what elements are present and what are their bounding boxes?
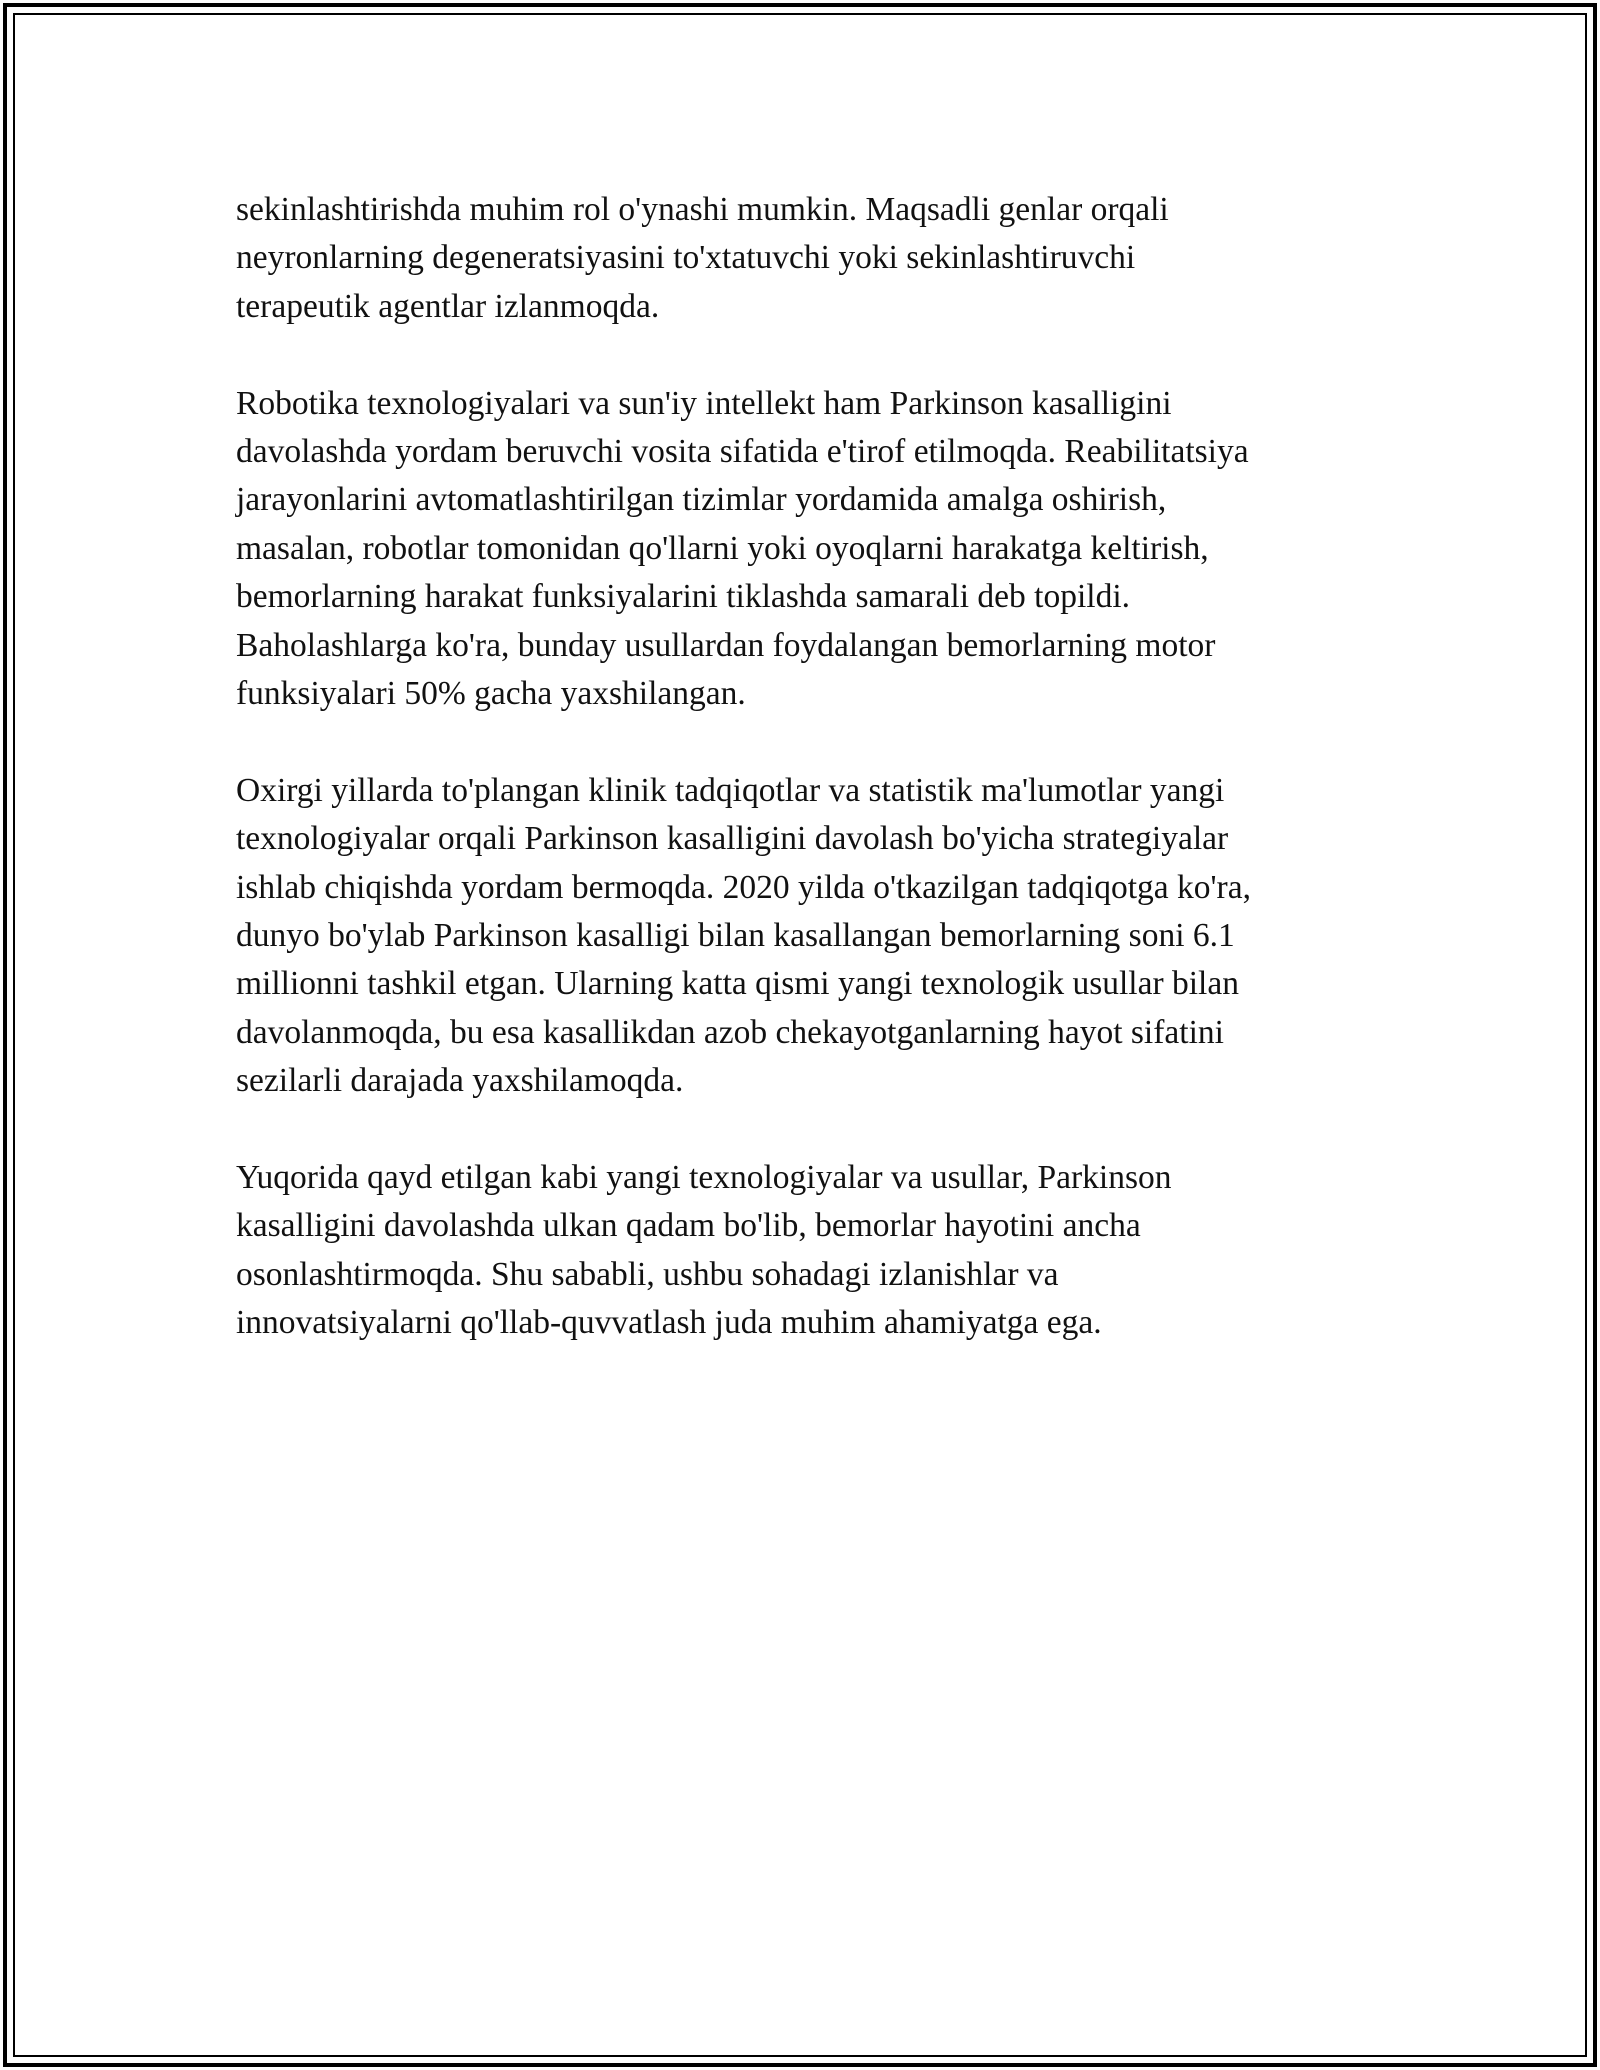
- paragraph-robotics-ai: Robotika texnologiyalari va sun'iy intellekt ham Parkinson kasalligini davolashda yordam beruvchi vosita sifatida e'tirof etilmoqda. Reabilitatsiya jarayonlarini avtomatlashtirilgan tizimlar yordamida amalga oshirish, masalan, robotlar tomonidan qo'llarni yoki oyoqlarni harakatga keltirish, bemorlarning harakat funksiyalarini tiklashda samarali deb topildi. Baholashlarga ko'ra, bunday usullardan foydalangan bemorlarning motor funksiyalari 50% gacha yaxshilangan.: [236, 384, 1249, 713]
- document-body: [236, 186, 1366, 1396]
- paragraph-gene-therapy: sekinlashtirishda muhim rol o'ynashi mumkin. Maqsadli genlar orqali neyronlarning degeneratsiyasini to'xtatuvchi yoki sekinlashtiruvchi terapeutik agentlar izlanmoqda.: [236, 191, 1169, 325]
- paragraph-conclusion: Yuqorida qayd etilgan kabi yangi texnologiyalar va usullar, Parkinson kasalligini davolashda ulkan qadam bo'lib, bemorlar hayotini ancha osonlashtirmoqda. Shu sababli, ushbu sohadagi izlanishlar va innovatsiyalarni qo'llab-quvvatlash juda muhim ahamiyatga ega.: [236, 1159, 1172, 1342]
- paragraph-clinical-statistics: Oxirgi yillarda to'plangan klinik tadqiqotlar va statistik ma'lumotlar yangi texnologiyalar orqali Parkinson kasalligini davolash bo'yicha strategiyalar ishlab chiqishda yordam bermoqda. 2020 yilda o'tkazilgan tadqiqotga ko'ra, dunyo bo'ylab Parkinson kasalligi bilan kasallangan bemorlarning soni 6.1 millionni tashkil etgan. Ularning katta qismi yangi texnologik usullar bilan davolanmoqda, bu esa kasallikdan azob chekayotganlarning hayot sifatini sezilarli darajada yaxshilamoqda.: [236, 771, 1251, 1100]
